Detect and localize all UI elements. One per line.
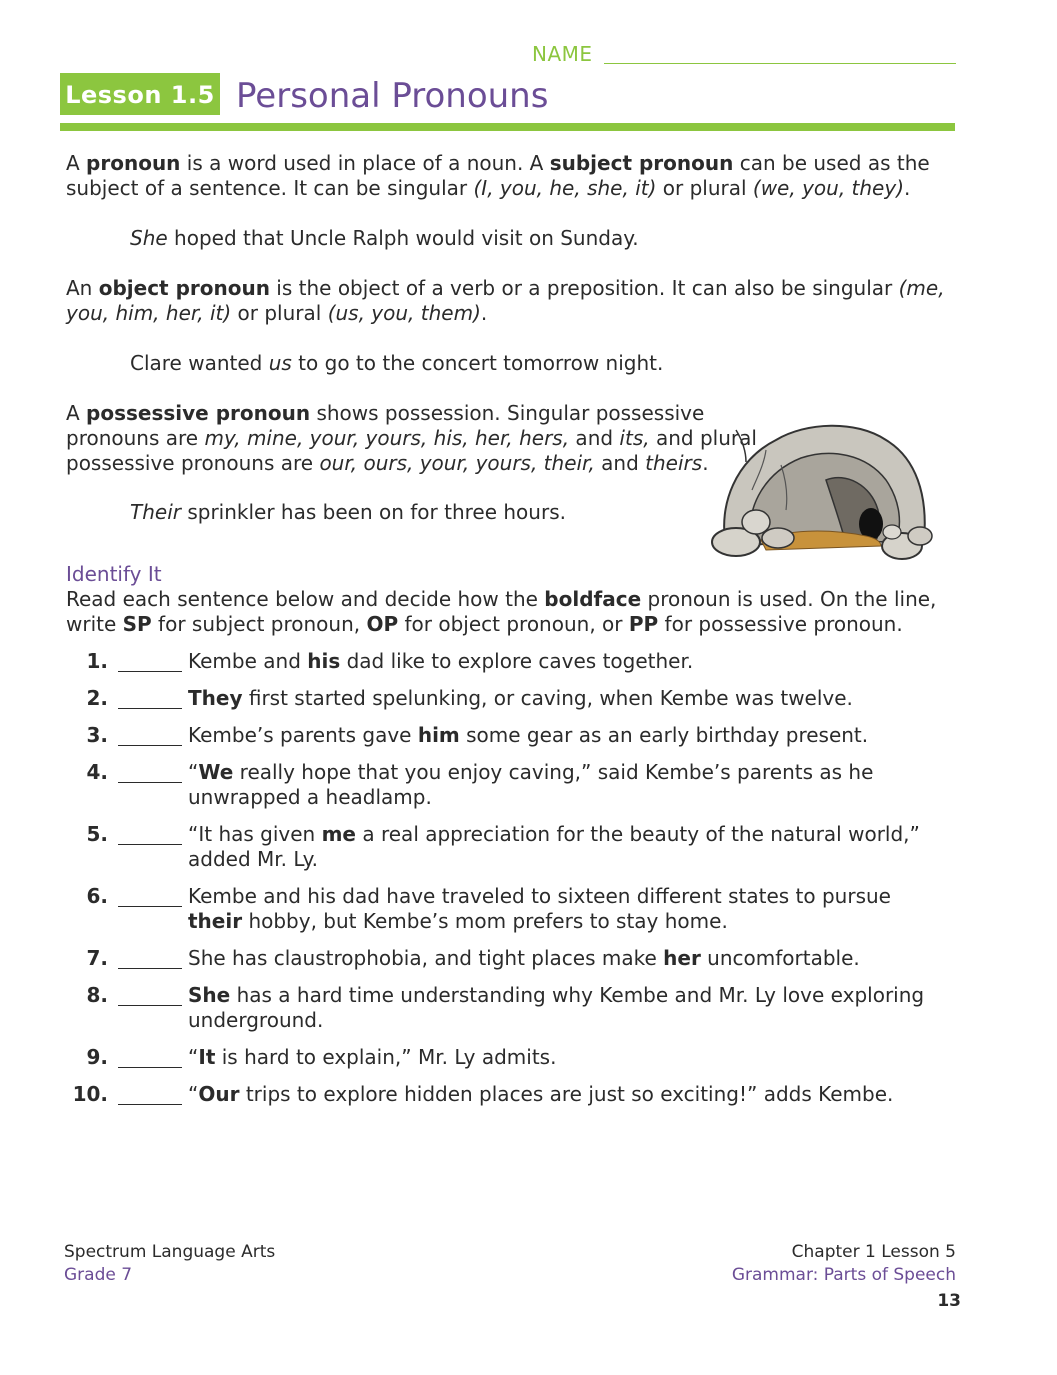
answer-line[interactable]: [118, 844, 182, 845]
page-number: 13: [937, 1291, 961, 1311]
question-number: 5.: [86, 822, 108, 846]
question-text: Kembe and his dad like to explore caves together.: [188, 649, 694, 673]
question-text: They first started spelunking, or caving, when Kembe was twelve.: [188, 686, 853, 710]
question-number: 3.: [86, 723, 108, 747]
footer-topic: Grammar: Parts of Speech: [731, 1265, 956, 1285]
question-text: Kembe and his dad have traveled to sixteen different states to pursue their hobby, but Kembe’s mom prefers to stay home.: [188, 884, 891, 933]
section-heading-identify: Identify It: [66, 562, 162, 586]
intro-paragraph-possessive: A possessive pronoun shows possession. Singular possessive pronouns are my, mine, your, yours, his, her, hers, and its, and plural possessive pronouns are our, ours, your, yours, their, and theirs.: [66, 401, 757, 475]
title-rule: [60, 123, 955, 131]
name-line[interactable]: [604, 63, 956, 64]
question-number: 6.: [86, 884, 108, 908]
answer-line[interactable]: [118, 782, 182, 783]
question-text: “Our trips to explore hidden places are just so exciting!” adds Kembe.: [188, 1082, 894, 1106]
question-text: She has a hard time understanding why Kembe and Mr. Ly love exploring underground.: [188, 983, 925, 1032]
answer-line[interactable]: [118, 1067, 182, 1068]
question-text: “It has given me a real appreciation for the beauty of the natural world,” added Mr. Ly.: [188, 822, 920, 871]
question-text: “It is hard to explain,” Mr. Ly admits.: [188, 1045, 557, 1069]
example-subject: She hoped that Uncle Ralph would visit on Sunday.: [130, 226, 639, 250]
answer-line[interactable]: [118, 708, 182, 709]
question-number: 1.: [86, 649, 108, 673]
intro-paragraph-object: An object pronoun is the object of a verb or a preposition. It can also be singular (me, you, him, her, it) or plural (us, you, them).: [66, 276, 945, 325]
answer-line[interactable]: [118, 745, 182, 746]
page-title: Personal Pronouns: [236, 76, 549, 116]
lesson-badge: Lesson 1.5: [60, 73, 220, 115]
name-label: NAME: [532, 42, 593, 66]
question-number: 8.: [86, 983, 108, 1007]
footer-book-title: Spectrum Language Arts: [64, 1242, 276, 1262]
cave-illustration: [706, 410, 942, 570]
question-number: 9.: [86, 1045, 108, 1069]
answer-line[interactable]: [118, 1104, 182, 1105]
question-text: She has claustrophobia, and tight places make her uncomfortable.: [188, 946, 860, 970]
answer-line[interactable]: [118, 1005, 182, 1006]
identify-instructions: Read each sentence below and decide how the boldface pronoun is used. On the line, write SP for subject pronoun, OP for object pronoun, or PP for possessive pronoun.: [66, 587, 937, 636]
example-possessive: Their sprinkler has been on for three hours.: [130, 500, 566, 524]
question-number: 7.: [86, 946, 108, 970]
question-number: 4.: [86, 760, 108, 784]
question-number: 10.: [72, 1082, 108, 1106]
example-object: Clare wanted us to go to the concert tomorrow night.: [130, 351, 664, 375]
question-text: “We really hope that you enjoy caving,” said Kembe’s parents as he unwrapped a headlamp.: [188, 760, 874, 809]
question-text: Kembe’s parents gave him some gear as an early birthday present.: [188, 723, 869, 747]
footer-grade: Grade 7: [64, 1265, 133, 1285]
answer-line[interactable]: [118, 671, 182, 672]
answer-line[interactable]: [118, 968, 182, 969]
footer-chapter: Chapter 1 Lesson 5: [791, 1242, 956, 1262]
intro-paragraph-subject: A pronoun is a word used in place of a noun. A subject pronoun can be used as the subject of a sentence. It can be singular (I, you, he, she, it) or plural (we, you, they).: [66, 151, 930, 200]
answer-line[interactable]: [118, 906, 182, 907]
question-number: 2.: [86, 686, 108, 710]
